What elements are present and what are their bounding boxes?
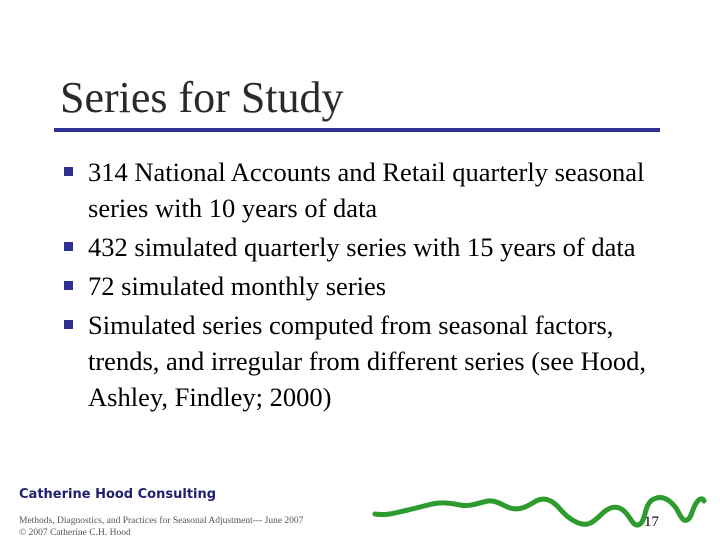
bullet-text: 72 simulated monthly series <box>88 271 387 301</box>
footer-brand: Catherine Hood Consulting <box>19 487 217 502</box>
bullet-item <box>62 268 662 304</box>
footer-copyright: © 2007 Catherine C.H. Hood <box>19 528 131 538</box>
bullet-text: 432 simulated quarterly series with 15 years of data <box>88 232 636 262</box>
square-bullet-icon <box>64 281 73 290</box>
title-underline <box>54 128 660 132</box>
square-bullet-icon <box>64 242 73 251</box>
page-number: 17 <box>644 514 659 530</box>
bullet-item <box>62 307 662 415</box>
bullet-item <box>62 229 662 265</box>
bullet-list <box>62 154 662 418</box>
series-squiggle-graphic <box>370 488 710 538</box>
bullet-item <box>62 154 662 226</box>
slide-title: Series for Study <box>60 73 344 122</box>
bullet-text: Simulated series computed from seasonal factors, trends, and irregular from different series (see Hood, Ashley, Findley; 2000) <box>88 310 647 412</box>
bullet-text: 314 National Accounts and Retail quarterly seasonal series with 10 years of data <box>88 157 645 223</box>
square-bullet-icon <box>64 167 73 176</box>
footer-course-title: Methods, Diagnostics, and Practices for Seasonal Adjustment--- June 2007 <box>19 516 304 526</box>
square-bullet-icon <box>64 320 73 329</box>
